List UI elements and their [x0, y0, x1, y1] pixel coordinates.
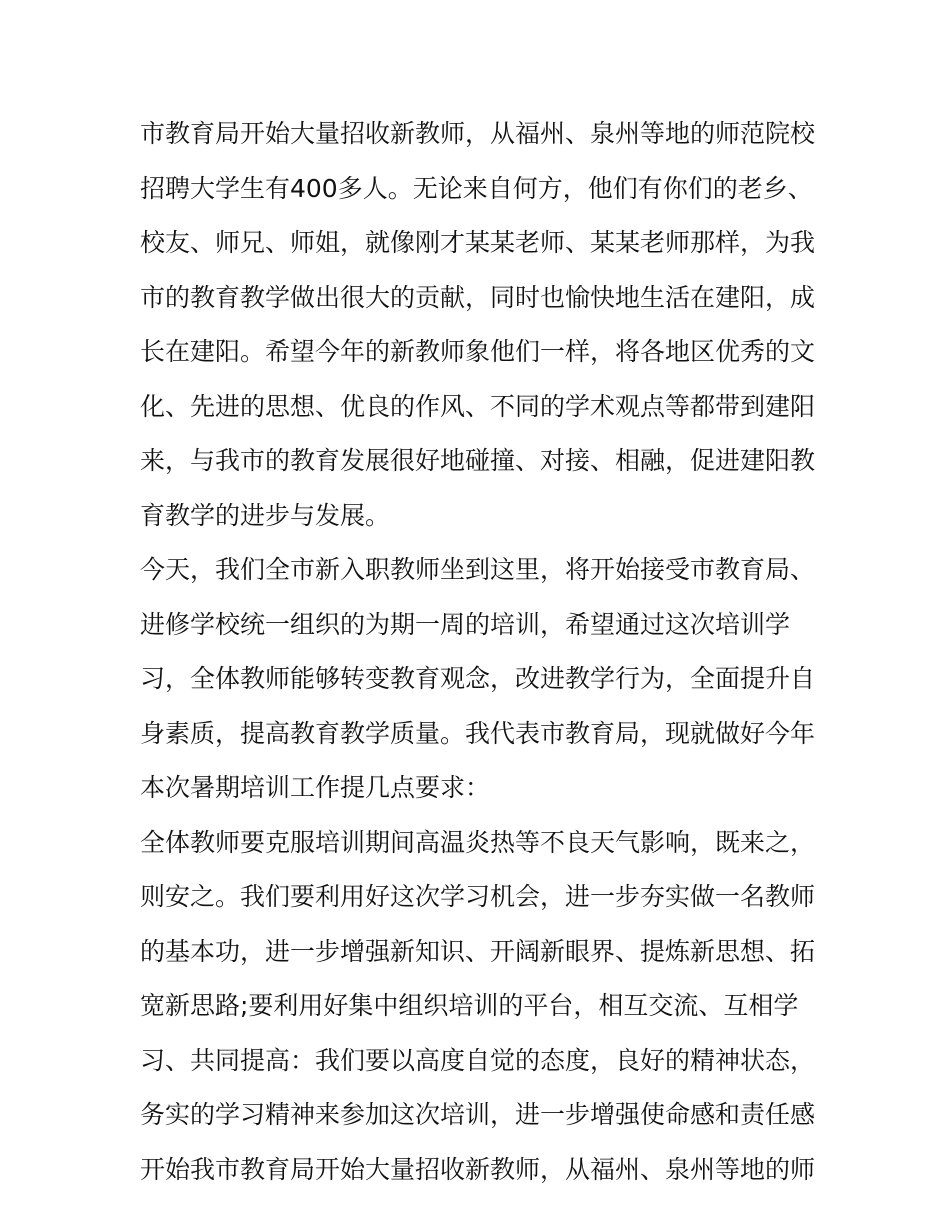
- text-line: 身素质，提高教育教学质量。我代表市教育局，现就做好今年: [140, 718, 816, 748]
- text-line: 育教学的进步与发展。: [140, 500, 391, 530]
- text-line: 开始我市教育局开始大量招收新教师，从福州、泉州等地的师: [140, 1154, 816, 1184]
- text-line: 今天，我们全市新入职教师坐到这里，将开始接受市教育局、: [140, 555, 816, 584]
- text-line: 务实的学习精神来参加这次培训，进一步增强使命感和责任感: [140, 1100, 816, 1129]
- text-line: 校友、师兄、师姐，就像刚才某某老师、某某老师那样，为我: [140, 228, 816, 257]
- text-line: 来，与我市的教育发展很好地碰撞、对接、相融，促进建阳教: [140, 446, 816, 475]
- text-line: 宽新思路;要利用好集中组织培训的平台，相互交流、互相学: [140, 991, 799, 1020]
- text-line: 市的教育教学做出很大的贡献，同时也愉快地生活在建阳，成: [140, 282, 816, 312]
- text-line: 进修学校统一组织的为期一周的培训，希望通过这次培训学: [140, 609, 791, 639]
- text-line: 则安之。我们要利用好这次学习机会，进一步夯实做一名教师: [140, 882, 816, 911]
- text-line: 的基本功，进一步增强新知识、开阔新眼界、提炼新思想、拓: [140, 936, 816, 966]
- text-line: 长在建阳。希望今年的新教师象他们一样，将各地区优秀的文: [140, 337, 816, 366]
- text-line: 本次暑期培训工作提几点要求：: [140, 773, 491, 802]
- body-text: [140, 107, 820, 1197]
- text-line: 习，全体教师能够转变教育观念，改进教学行为，全面提升自: [140, 664, 816, 693]
- text-line: 全体教师要克服培训期间高温炎热等不良天气影响，既来之，: [140, 827, 816, 857]
- text-line: 化、先进的思想、优良的作风、不同的学术观点等都带到建阳: [140, 391, 816, 421]
- text-line: 市教育局开始大量招收新教师，从福州、泉州等地的师范院校: [140, 119, 816, 148]
- text-line: 习、共同提高：我们要以高度自觉的态度，良好的精神状态，: [140, 1045, 816, 1075]
- text-line: 招聘大学生有400多人。无论来自何方，他们有你们的老乡、: [140, 173, 813, 203]
